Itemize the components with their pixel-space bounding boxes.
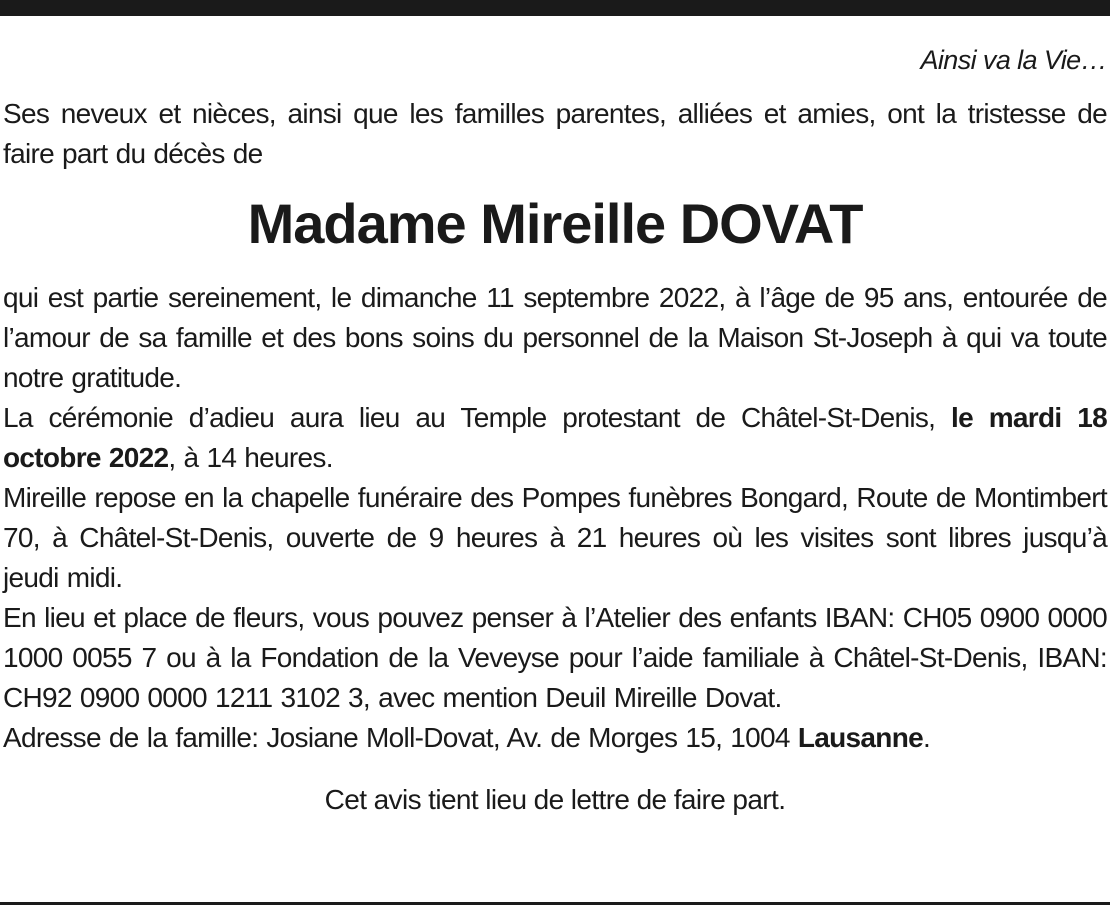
intro-paragraph: Ses neveux et nièces, ainsi que les familles parentes, alliées et amies, ont la tristesse de faire part du décès de [3, 98, 1107, 169]
ceremony-paragraph [3, 398, 1107, 478]
ceremony-time: , à 14 heures. [168, 442, 333, 473]
rest-paragraph: Mireille repose en la chapelle funéraire des Pompes funèbres Bongard, Route de Montimbert 70, à Châtel-St-Denis, ouverte de 9 heures à 21 heures où les visites sont libres jusqu’à jeudi midi. [3, 482, 1107, 593]
deceased-name: Madame Mireille DOVAT [247, 192, 863, 255]
address-paragraph [3, 718, 1107, 758]
address-text: Adresse de la famille: Josiane Moll-Dovat, Av. de Morges 15, 1004 [3, 722, 798, 753]
bottom-border-rule [0, 902, 1110, 905]
address-city: Lausanne [797, 722, 923, 753]
ceremony-text: La cérémonie d’adieu aura lieu au Temple protestant de Châtel-St-Denis, [3, 402, 936, 433]
donations-paragraph: En lieu et place de fleurs, vous pouvez penser à l’Atelier des enfants IBAN: CH05 0900 0000 1000 0055 7 ou à la Fondation de la Veveyse pour l’aide familiale à Châtel-St-Denis, IBAN: CH92 0900 0000 1211 3102 3, avec mention Deuil Mireille Dovat. [3, 602, 1107, 713]
top-border-bar [0, 0, 1110, 16]
passing-paragraph: qui est partie sereinement, le dimanche 11 septembre 2022, à l’âge de 95 ans, entourée de l’amour de sa famille et des bons soins du personnel de la Maison St-Joseph à qui va toute notre gratitude. [3, 282, 1107, 393]
address-end: . [922, 722, 931, 753]
death-notice [3, 38, 1107, 820]
motto: Ainsi va la Vie… [920, 45, 1107, 75]
notice-footer: Cet avis tient lieu de lettre de faire part. [324, 784, 786, 815]
ceremony-date: le mardi 18 octobre 2022 [3, 402, 1107, 473]
